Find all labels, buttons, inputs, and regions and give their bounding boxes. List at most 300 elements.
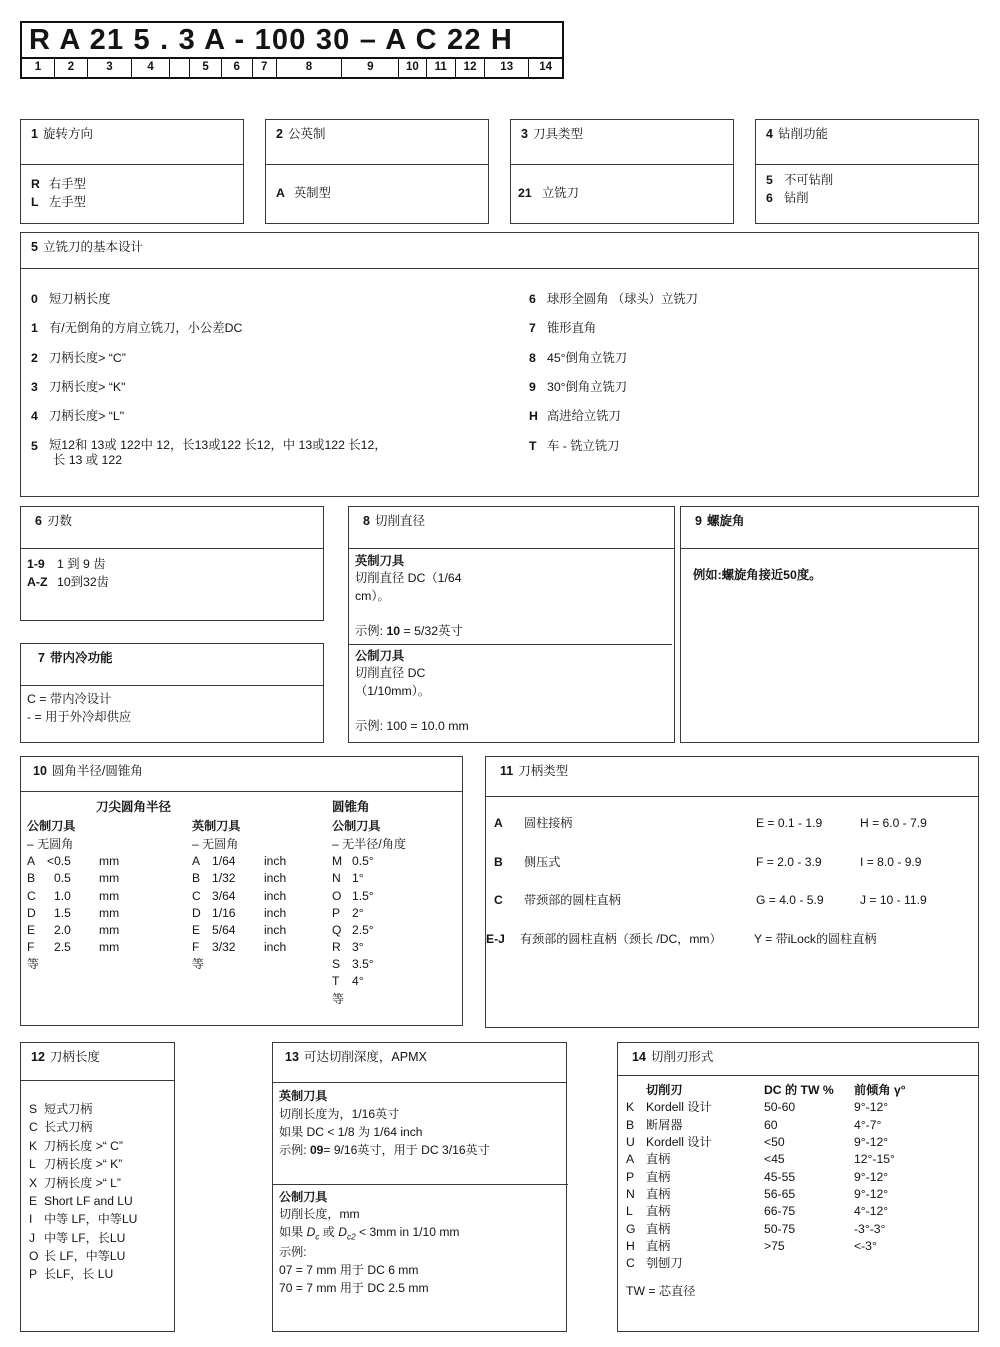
list-item — [766, 172, 968, 190]
list-item — [529, 379, 949, 397]
row-value: 2.0 — [54, 922, 71, 937]
row-value: 1.5 — [54, 905, 71, 920]
row-value: 1.5° — [352, 888, 374, 903]
section-5-basic-design — [20, 232, 979, 497]
section-5-left-column — [31, 291, 519, 468]
metric-line-1: 切削长度，mm — [279, 1207, 360, 1222]
entry-key: A — [276, 186, 285, 200]
list-item — [31, 350, 519, 368]
table-row — [192, 956, 332, 973]
entry-key: P — [29, 1267, 38, 1282]
row-key: Q — [332, 922, 342, 937]
row-unit: inch — [264, 871, 287, 886]
code-position-cell: 7 — [253, 59, 277, 77]
table-row — [332, 939, 452, 956]
section-13-header — [273, 1043, 566, 1083]
row-key: B — [192, 871, 201, 886]
row-tw: 56-65 — [764, 1186, 796, 1201]
list-item — [29, 1192, 172, 1210]
table-row — [626, 1134, 974, 1151]
table-row — [27, 888, 192, 905]
row-key: 等 — [192, 957, 205, 972]
section-14-title: 切削刃形式 — [650, 1050, 714, 1064]
table-row — [27, 853, 192, 870]
product-code-bar — [20, 21, 564, 79]
code-position-cell: 10 — [399, 59, 426, 77]
table-header-row — [626, 1082, 974, 1099]
section-6-title: 刃数 — [46, 514, 72, 528]
row-unit: mm — [99, 905, 120, 920]
table-row — [332, 870, 452, 887]
row-tw: 66-75 — [764, 1204, 796, 1219]
section-14-header — [618, 1043, 978, 1076]
table-row — [332, 956, 452, 973]
row-edge: 刳刨刀 — [646, 1256, 683, 1271]
row-key: C — [626, 1256, 635, 1271]
list-item — [31, 379, 519, 397]
row-edge: 直柄 — [646, 1221, 671, 1236]
table-row — [27, 956, 192, 973]
table-row — [626, 1255, 974, 1272]
table-row — [27, 939, 192, 956]
range-1: E = 0.1 - 1.9 — [756, 816, 823, 830]
table-row — [27, 922, 192, 939]
list-item — [29, 1100, 172, 1118]
list-item — [518, 185, 723, 203]
row-unit: inch — [264, 905, 287, 920]
table-row — [332, 973, 452, 990]
section-7-body — [21, 686, 323, 733]
imperial-heading: 英制刀具 — [355, 554, 405, 568]
example-code: 10 — [386, 624, 401, 639]
list-item — [529, 408, 949, 426]
row-tw: 50-60 — [764, 1100, 796, 1115]
section-4-drilling-capability — [755, 119, 979, 224]
row-key: A — [494, 816, 503, 830]
section-1-number: 1 — [31, 127, 38, 141]
code-position-cell: 1 — [22, 59, 55, 77]
list-item: - = 用于外冷却供应 — [27, 710, 132, 725]
row-key: D — [192, 905, 201, 920]
metric-example-label: 示例: — [279, 1244, 307, 1259]
metric-heading: 公制刀具 — [355, 648, 405, 663]
section-11-body — [486, 797, 978, 948]
section-10-body — [21, 792, 462, 1008]
entry-key: 6 — [766, 190, 773, 205]
section-3-title: 刀具类型 — [532, 127, 583, 141]
entry-value-line1: 短12和 13或 122中 12，长13或122 长12，中 13或122 长12， — [49, 437, 387, 452]
row-key: E — [192, 922, 201, 937]
example-label: 示例: — [279, 1142, 307, 1157]
entry-value: 刀柄长度 >“ L” — [44, 1175, 121, 1190]
list-item — [29, 1118, 172, 1136]
entry-key: 3 — [31, 379, 38, 394]
entry-value: 1 到 9 齿 — [57, 557, 106, 571]
row-value: 1.0 — [54, 888, 71, 903]
row-edge: 直柄 — [646, 1152, 671, 1167]
entry-key: O — [29, 1249, 39, 1263]
section-10-imperial-column — [192, 798, 332, 1008]
section-9-helix-angle — [680, 506, 979, 743]
table-row — [626, 1238, 974, 1255]
row-key: E-J — [486, 931, 505, 946]
section-3-body — [511, 165, 733, 209]
entry-value: 短刀柄长度 — [49, 292, 111, 306]
entry-key: I — [29, 1212, 33, 1227]
section-4-title: 钻削功能 — [777, 127, 828, 141]
row-unit: inch — [264, 940, 287, 955]
entry-value: 刀柄长度> “C” — [49, 350, 126, 365]
table-row — [626, 1099, 974, 1116]
row-value: 4° — [352, 974, 364, 989]
list-item — [29, 1265, 172, 1283]
section-11-number: 11 — [500, 764, 514, 778]
row-rake: 12°-15° — [854, 1152, 895, 1167]
section-13-number: 13 — [285, 1050, 299, 1064]
code-position-cell: 2 — [55, 59, 88, 77]
entry-key: S — [29, 1102, 38, 1116]
list-item — [529, 350, 949, 368]
section-1-header — [21, 120, 243, 165]
table-row — [626, 1203, 974, 1220]
metric-example-1: 07 = 7 mm 用于 DC 6 mm — [279, 1262, 419, 1277]
entry-key: 0 — [31, 292, 38, 306]
row-value: <0.5 — [47, 854, 71, 869]
range-2: I = 8.0 - 9.9 — [860, 854, 922, 869]
row-value: 侧压式 — [524, 854, 561, 869]
metric-heading: 公制刀具 — [279, 1189, 328, 1204]
section-4-header — [756, 120, 978, 165]
section-9-number: 9 — [695, 514, 702, 528]
section-11-shank-type — [485, 756, 979, 1028]
list-item — [31, 438, 519, 469]
divider — [349, 644, 672, 645]
row-value: 2.5° — [352, 922, 374, 937]
row-value: 1° — [352, 871, 364, 886]
list-item — [29, 1137, 172, 1155]
row-value: 有颈部的圆柱直柄（颈长 /DC，mm） — [520, 931, 722, 946]
entry-value: 刀柄长度> “K" — [49, 379, 126, 394]
row-rake: 4°-12° — [854, 1204, 889, 1219]
entry-value: 刀柄长度 >“ K” — [44, 1157, 123, 1172]
entry-key: 7 — [529, 321, 536, 336]
table-row — [494, 815, 972, 833]
section-7-header — [21, 644, 323, 686]
code-position-cell: 3 — [88, 59, 132, 77]
table-row — [332, 922, 452, 939]
row-edge: 断屑器 — [646, 1117, 683, 1132]
entry-key: R — [31, 177, 40, 191]
section-14-number: 14 — [632, 1050, 646, 1064]
entry-value — [49, 438, 519, 469]
section-8-body — [349, 549, 674, 736]
entry-value: 球形全圆角 （球头）立铣刀 — [547, 292, 698, 306]
section-1-body — [21, 165, 243, 218]
row-unit: mm — [99, 940, 120, 955]
entry-key: 1-9 — [27, 557, 45, 571]
list-item — [29, 1155, 172, 1173]
row-tw — [764, 1255, 854, 1272]
shank-left — [494, 854, 756, 872]
list-item — [29, 1247, 172, 1265]
row-edge: 直柄 — [646, 1169, 671, 1184]
row-unit: mm — [99, 854, 120, 869]
section-5-body — [21, 269, 978, 474]
row-key: L — [626, 1204, 633, 1219]
entry-value: 刀柄长度> “L" — [49, 409, 125, 424]
row-unit: mm — [99, 888, 120, 903]
section-13-body — [273, 1083, 566, 1298]
row-key: N — [626, 1186, 635, 1201]
table-row — [626, 1117, 974, 1134]
section-12-header — [21, 1043, 174, 1081]
section-13-title: 可达切削深度，APMX — [303, 1050, 427, 1064]
section-1-title: 旋转方向 — [42, 127, 93, 141]
entry-key: 4 — [31, 409, 38, 424]
section-12-body — [21, 1081, 174, 1284]
table-row — [494, 854, 972, 872]
list-item — [29, 1210, 172, 1228]
entry-key: 6 — [529, 292, 536, 306]
col-header-tw: DC 的 TW % — [764, 1083, 834, 1097]
code-position-cell: 13 — [485, 59, 529, 77]
row-unit: mm — [99, 922, 120, 937]
row-value: 3/64 — [212, 888, 236, 903]
row-value: 3.5° — [352, 957, 374, 972]
entry-value: 长式刀柄 — [44, 1120, 93, 1135]
row-value: 1/64 — [212, 854, 236, 869]
section-2-header — [266, 120, 488, 165]
section-10-corner-radius-taper — [20, 756, 463, 1026]
entry-value-line2: 长 13 或 122 — [53, 453, 123, 467]
shank-right — [756, 892, 927, 910]
row-unit: inch — [264, 888, 287, 903]
row-value: 1/16 — [212, 905, 236, 920]
imperial-label: 英制刀具 — [192, 819, 241, 834]
entry-key: 5 — [766, 173, 773, 187]
metric-line-1: 切削直径 DC — [355, 666, 426, 681]
row-key: C — [192, 888, 201, 903]
list-item — [31, 176, 233, 194]
code-position-cell: 4 — [132, 59, 170, 77]
row-rake: -3°-3° — [854, 1221, 886, 1236]
section-6-body — [21, 549, 323, 598]
section-10-taper-column — [332, 798, 452, 1008]
section-8-title: 切削直径 — [374, 514, 425, 528]
row-value: 5/64 — [212, 922, 236, 937]
shank-left — [494, 815, 756, 833]
section-12-title: 刀柄长度 — [49, 1050, 100, 1064]
row-tw: <50 — [764, 1134, 785, 1149]
section-10-title: 圆角半径/圆锥角 — [51, 764, 143, 778]
section-14-body — [618, 1076, 978, 1300]
list-item — [276, 185, 478, 203]
section-12-shank-length — [20, 1042, 175, 1332]
metric-example: 示例: 100 = 10.0 mm — [355, 719, 469, 734]
row-unit: mm — [99, 871, 120, 886]
imperial-example — [355, 623, 666, 640]
metric-none: – 无圆角 — [27, 836, 74, 851]
table-row — [27, 905, 192, 922]
entry-value: 立铣刀 — [542, 186, 579, 200]
list-item: C = 带内冷设计 — [27, 692, 112, 706]
shank-left — [494, 892, 756, 910]
example-value: = 9/16英寸，用于 DC 3/16英寸 — [323, 1142, 490, 1157]
row-value: 1/32 — [212, 871, 236, 886]
section-3-header — [511, 120, 733, 165]
row-key: K — [626, 1100, 635, 1115]
section-3-number: 3 — [521, 127, 528, 141]
taper-none: – 无半径/角度 — [332, 836, 406, 851]
code-position-cell: 14 — [539, 61, 552, 74]
code-position-cell: 6 — [222, 59, 253, 77]
table-row — [192, 905, 332, 922]
entry-key: T — [529, 438, 537, 453]
range-2: J = 10 - 11.9 — [860, 893, 927, 908]
row-rake: 9°-12° — [854, 1169, 889, 1184]
section-11-header — [486, 757, 978, 797]
section-5-number: 5 — [31, 240, 38, 254]
section-10-header — [21, 757, 462, 792]
entry-value: 30°倒角立铣刀 — [547, 379, 628, 394]
divider — [273, 1184, 568, 1185]
entry-key: 21 — [518, 186, 532, 200]
section-2-number: 2 — [276, 127, 283, 141]
row-edge: Kordell 设计 — [646, 1100, 712, 1115]
helix-note: 例如:螺旋角接近50度。 — [693, 568, 822, 582]
code-position-cell — [170, 59, 190, 77]
table-row — [27, 870, 192, 887]
section-6-number: 6 — [35, 514, 42, 528]
row-value: 2° — [352, 905, 364, 920]
imperial-none: – 无圆角 — [192, 836, 239, 851]
col-header-rake: 前倾角 γ° — [854, 1083, 906, 1097]
taper-metric-label: 公制刀具 — [332, 819, 381, 834]
entry-key: L — [31, 194, 39, 209]
row-key: F — [27, 940, 35, 955]
row-key: S — [332, 957, 341, 972]
row-rake: 4°-7° — [854, 1117, 882, 1132]
list-item — [29, 1174, 172, 1192]
row-value: 0.5 — [54, 871, 71, 886]
table-row — [192, 939, 332, 956]
row-unit: inch — [264, 854, 287, 869]
row-key: F — [192, 940, 200, 955]
row-edge: Kordell 设计 — [646, 1134, 712, 1149]
section-5-header — [21, 233, 978, 269]
row-key: B — [494, 854, 503, 869]
code-position-cell: 9 — [342, 59, 399, 77]
entry-key: H — [529, 409, 538, 424]
section-3-tool-type — [510, 119, 734, 224]
entry-key: C — [29, 1120, 38, 1135]
row-key: R — [332, 940, 341, 955]
row-key: 等 — [27, 957, 40, 972]
imperial-line-2: 如果 DC < 1/8 为 1/64 inch — [279, 1124, 423, 1139]
table-row — [332, 853, 452, 870]
product-code-position-strip — [20, 59, 564, 79]
list-item — [29, 1229, 172, 1247]
entry-value: 10到32齿 — [57, 575, 109, 590]
imperial-line-1: 切削长度为，1/16英寸 — [279, 1106, 400, 1121]
section-2-body — [266, 165, 488, 209]
entry-value: 钻削 — [784, 190, 809, 205]
row-key: M — [332, 854, 343, 869]
section-9-title: 螺旋角 — [706, 514, 745, 528]
row-unit: inch — [264, 922, 287, 937]
row-key: O — [332, 888, 342, 903]
product-code-text: R A 21 5 . 3 A - 100 30 – A C 22 H — [20, 21, 564, 59]
entry-key: L — [29, 1157, 36, 1172]
range-2: H = 6.0 - 7.9 — [860, 816, 927, 830]
table-row — [626, 1221, 974, 1238]
section-6-flute-count — [20, 506, 324, 621]
row-key: T — [332, 974, 340, 989]
list-item — [31, 320, 519, 338]
row-value: 3/32 — [212, 940, 236, 955]
table-row — [626, 1151, 974, 1168]
row-key: N — [332, 871, 341, 886]
row-rake: 9°-12° — [854, 1100, 889, 1115]
row-key: P — [626, 1169, 635, 1184]
row-key: P — [332, 905, 341, 920]
code-position-cell: 5 — [190, 59, 221, 77]
col-header-key — [626, 1082, 646, 1099]
row-key: C — [27, 888, 36, 903]
metric-example-2: 70 = 7 mm 用于 DC 2.5 mm — [279, 1280, 429, 1295]
metric-label: 公制刀具 — [27, 819, 76, 834]
imperial-line-2: cm）。 — [355, 588, 390, 603]
entry-value: 高进给立铣刀 — [547, 409, 621, 424]
entry-value: 刀柄长度 >“ C” — [44, 1138, 123, 1153]
section-5-right-column — [529, 291, 949, 468]
imperial-line-1: 切削直径 DC（1/64 — [355, 571, 462, 586]
row-rake: <-3° — [854, 1238, 877, 1253]
entry-key: K — [29, 1138, 38, 1153]
section-8-header — [349, 507, 674, 549]
row-tw: 50-75 — [764, 1221, 796, 1236]
section-8-cutting-diameter — [348, 506, 675, 743]
imperial-heading: 英制刀具 — [279, 1089, 328, 1103]
section-2-title: 公英制 — [287, 127, 326, 141]
row-value: 3° — [352, 940, 364, 955]
row-key: 等 — [332, 991, 345, 1006]
row-edge: 直柄 — [646, 1186, 671, 1201]
example-label: 示例: — [355, 624, 384, 639]
example-value: = 5/32英寸 — [403, 624, 463, 639]
section-12-number: 12 — [31, 1050, 45, 1064]
table-row — [192, 888, 332, 905]
section-10-number: 10 — [33, 764, 47, 778]
table-footnote: TW = 芯直径 — [626, 1283, 696, 1298]
row-rake: 9°-12° — [854, 1186, 889, 1201]
list-item — [766, 190, 968, 208]
row-value: 带颈部的圆柱直柄 — [524, 893, 621, 908]
code-position-cell: 12 — [456, 59, 485, 77]
table-row — [332, 991, 452, 1008]
range-1: F = 2.0 - 3.9 — [756, 854, 822, 869]
row-key: G — [626, 1221, 636, 1236]
entry-value: 45°倒角立铣刀 — [547, 350, 628, 365]
metric-line-2: 如果 $D_c$ 或 $D_{c2} < 3mm$ in 1/10 mm — [279, 1225, 460, 1242]
shank-right — [756, 854, 922, 872]
table-row — [332, 888, 452, 905]
row-value: 圆柱接柄 — [524, 816, 573, 830]
entry-key: X — [29, 1175, 38, 1190]
list-item — [31, 291, 519, 309]
row-edge: 直柄 — [646, 1204, 671, 1219]
row-key: B — [626, 1117, 635, 1132]
